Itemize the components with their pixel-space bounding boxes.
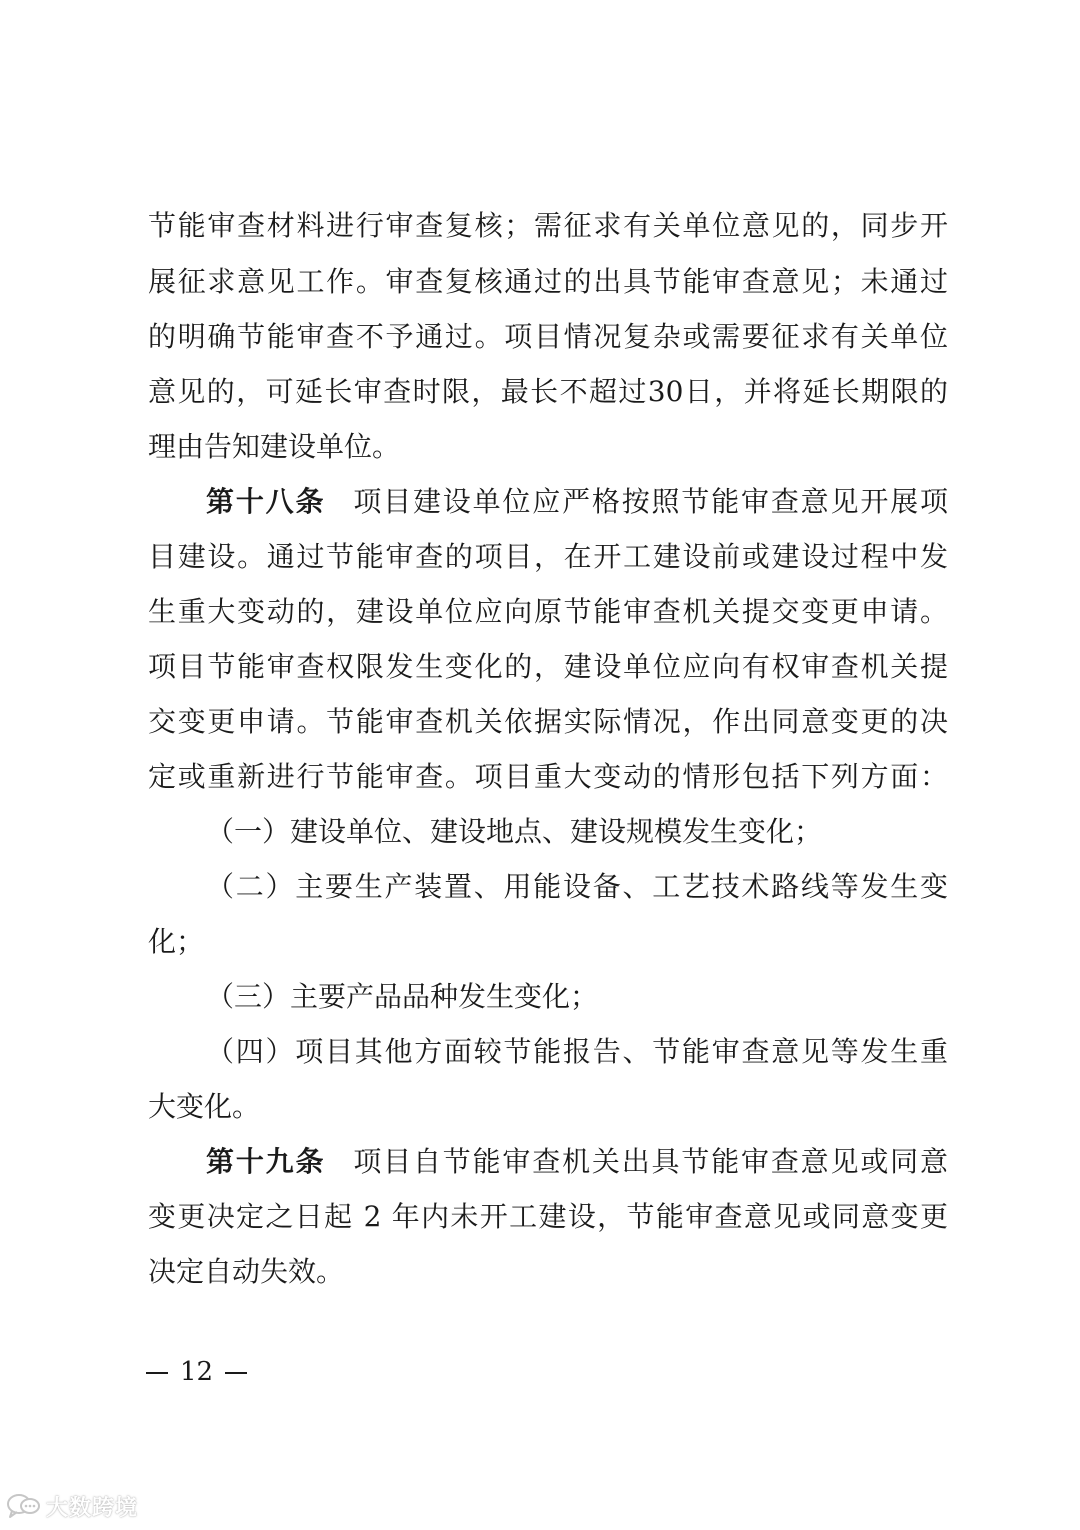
paragraph-line: 的明确节能审查不予通过。项目情况复杂或需要征求有关单位 bbox=[148, 320, 948, 353]
page-number bbox=[146, 1352, 256, 1392]
paragraph-line: 决定自动失效。 bbox=[148, 1255, 345, 1288]
paragraph-line: 生重大变动的，建设单位应向原节能审查机关提交变更申请。 bbox=[148, 595, 948, 628]
article-18-first-line bbox=[206, 482, 948, 522]
paragraph-line: 理由告知建设单位。 bbox=[148, 430, 401, 463]
list-item-4-cont: 大变化。 bbox=[148, 1090, 261, 1123]
paragraph-line: 变更决定之日起 2 年内未开工建设，节能审查意见或同意变更 bbox=[148, 1200, 948, 1233]
dash-right bbox=[225, 1372, 247, 1374]
paragraph-line: 定或重新进行节能审查。项目重大变动的情形包括下列方面： bbox=[148, 760, 948, 793]
list-item-2-cont: 化； bbox=[148, 925, 205, 958]
list-item-3: （三）主要产品品种发生变化； bbox=[206, 980, 599, 1013]
paragraph-line: 项目节能审查权限发生变化的，建设单位应向有权审查机关提 bbox=[148, 650, 948, 683]
list-item-2: （二）主要生产装置、用能设备、工艺技术路线等发生变 bbox=[206, 870, 948, 903]
paragraph-line: 意见的，可延长审查时限，最长不超过30日，并将延长期限的 bbox=[148, 375, 948, 408]
chat-bubble-icon bbox=[6, 1492, 42, 1520]
dash-left bbox=[146, 1372, 168, 1374]
article-18-heading: 第十八条 bbox=[206, 485, 326, 518]
page-number-value: 12 bbox=[180, 1357, 214, 1387]
watermark bbox=[6, 1490, 138, 1522]
paragraph-line: 目建设。通过节能审查的项目，在开工建设前或建设过程中发 bbox=[148, 540, 948, 573]
article-18-first-text: 项目建设单位应严格按照节能审查意见开展项 bbox=[353, 485, 948, 518]
watermark-text: 大数跨境 bbox=[46, 1495, 139, 1521]
article-19-heading: 第十九条 bbox=[206, 1145, 326, 1178]
article-19-first-text: 项目自节能审查机关出具节能审查意见或同意 bbox=[353, 1145, 948, 1178]
article-19-first-line bbox=[206, 1142, 948, 1182]
paragraph-line: 节能审查材料进行审查复核；需征求有关单位意见的，同步开 bbox=[148, 209, 948, 242]
list-item-1: （一）建设单位、建设地点、建设规模发生变化； bbox=[206, 815, 823, 848]
paragraph-line: 交变更申请。节能审查机关依据实际情况，作出同意变更的决 bbox=[148, 705, 948, 738]
list-item-4: （四）项目其他方面较节能报告、节能审查意见等发生重 bbox=[206, 1035, 948, 1068]
paragraph-line: 展征求意见工作。审查复核通过的出具节能审查意见；未通过 bbox=[148, 265, 948, 298]
